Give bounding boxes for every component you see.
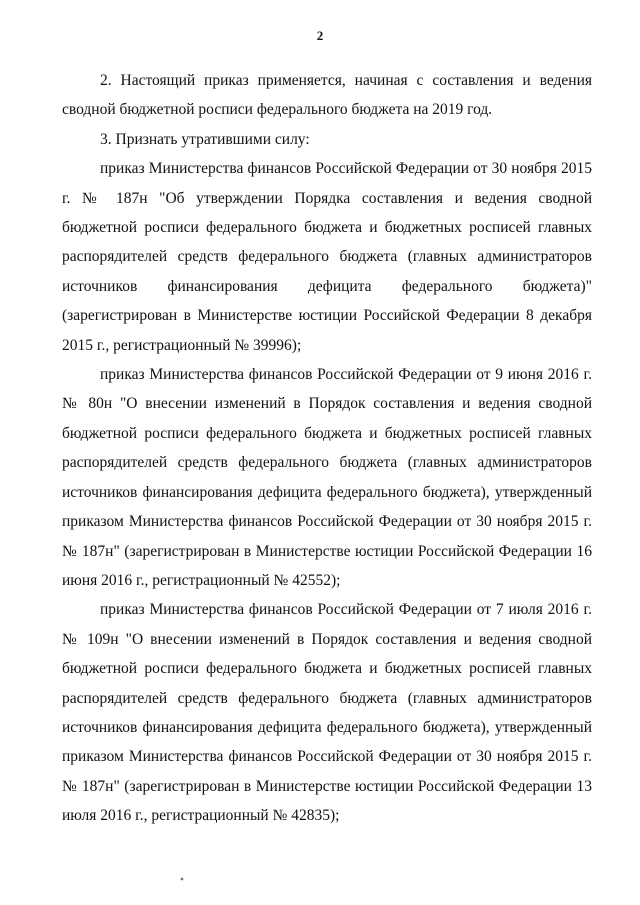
paragraph-order-80n: приказ Министерства финансов Российской Федерации от 9 июня 2016 г. № 80н "О внесении изменений в Порядок составления и ведения сводной бюджетной росписи федерального бюджета и бюджетных росписей главных распорядителей средств федерального бюджета (главных администраторов источников финансирования дефицита федерального бюджета), утвержденный приказом Министерства финансов Российской Федерации от 30 ноября 2015 г. № 187н" (зарегистрирован в Министерстве юстиции Российской Федерации 16 июня 2016 г., регистрационный № 42552); (62, 366, 592, 589)
document-body (62, 66, 592, 831)
paragraph-order-187n: приказ Министерства финансов Российской Федерации от 30 ноября 2015 г. № 187н "Об утверждении Порядка составления и ведения сводной бюджетной росписи федерального бюджета и бюджетных росписей главных распорядителей средств федерального бюджета (главных администраторов источников финансирования дефицита федерального бюджета)" (зарегистрирован в Министерстве юстиции Российской Федерации 8 декабря 2015 г., регистрационный № 39996); (62, 160, 592, 354)
paragraph-item-2: 2. Настоящий приказ применяется, начиная с составления и ведения сводной бюджетной росписи федерального бюджета на 2019 год. (62, 72, 592, 119)
paragraph-order-109n: приказ Министерства финансов Российской Федерации от 7 июля 2016 г. № 109н "О внесении изменений в Порядок составления и ведения сводной бюджетной росписи федерального бюджета и бюджетных росписей главных распорядителей средств федерального бюджета (главных администраторов источников финансирования дефицита федерального бюджета), утвержденный приказом Министерства финансов Российской Федерации от 30 ноября 2015 г. № 187н" (зарегистрирован в Министерстве юстиции Российской Федерации 13 июля 2016 г., регистрационный № 42835); (62, 601, 592, 825)
page-number: 2 (316, 28, 324, 43)
paragraph-item-3: 3. Признать утратившими силу: (100, 130, 310, 148)
scan-speck-icon (178, 875, 186, 883)
